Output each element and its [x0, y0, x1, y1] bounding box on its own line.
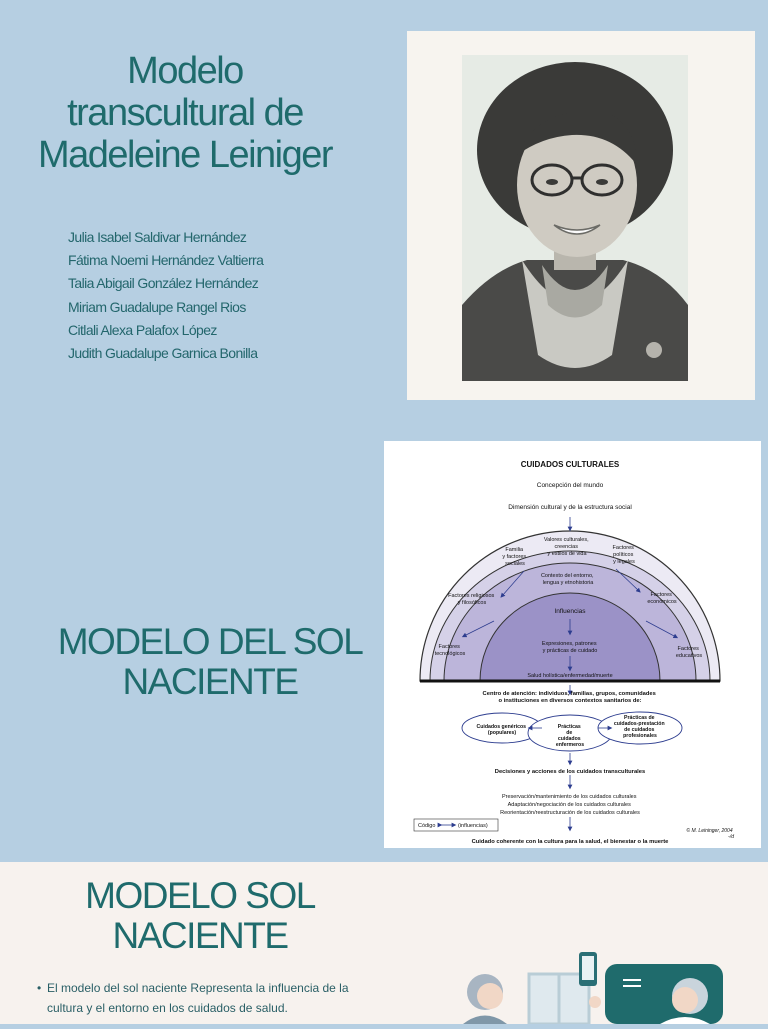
factor-label: Factores económicos: [647, 592, 677, 605]
page-title: [20, 50, 350, 176]
sunrise-model-diagram: [384, 441, 761, 848]
title-line: Madeleine Leiniger: [37, 134, 333, 176]
author-name: Talia Abigail González Hernández: [68, 275, 259, 292]
author-list: [68, 226, 263, 365]
legend-code: Código: [418, 823, 436, 829]
title-line: NACIENTE: [112, 915, 288, 956]
contexto-label: Contexto del entorno, lengua y etnohistoria: [540, 573, 594, 586]
section-title: [40, 876, 360, 956]
profesionales-label: Prácticas de cuidados-prestación de cuidados profesionales: [613, 715, 665, 739]
section-title: [40, 622, 380, 702]
centro-label: Centro de atención: individuos, familias, grupos, comunidades o instituciones en diversos contextos sanitarios de:: [482, 691, 656, 704]
portrait-photo: [462, 55, 688, 381]
title-line: transcultural de: [67, 92, 303, 134]
author-name: Julia Isabel Saldivar Hernández: [68, 229, 247, 245]
diagram-title: CUIDADOS CULTURALES: [520, 460, 620, 469]
bullet-dot-icon: •: [37, 981, 42, 995]
author-name: Citlali Alexa Palafox López: [68, 321, 217, 338]
footer-label: Cuidado coherente con la cultura para la salud, el bienestar o la muerte: [471, 839, 669, 845]
bullet-text: El modelo del sol naciente Representa la influencia de la cultura y el entorno en los cuidados de salud.: [47, 981, 349, 1015]
influencias-label: Influencias: [554, 608, 586, 615]
copyright: © M. Leininger, 2004 -/d: [686, 828, 734, 840]
practicas-label: Prácticas de cuidados enfermeros: [555, 724, 585, 748]
factor-label: Factores educativos: [675, 646, 703, 659]
title-line: Modelo: [127, 50, 243, 92]
author-name: Judith Guadalupe Garnica Bonilla: [68, 344, 258, 361]
arc-label: Dimensión cultural y de la estructura social: [508, 504, 632, 511]
arc-label: Concepción del mundo: [536, 482, 604, 489]
author-name: Fátima Noemi Hernández Valtierra: [68, 252, 264, 269]
portrait-frame: [407, 31, 755, 400]
factor-label: Factores religiosos y filosóficos: [448, 593, 495, 606]
healthcare-illustration: [455, 952, 755, 1024]
author-name: Miriam Guadalupe Rangel Rios: [68, 298, 246, 315]
decisiones-label: Decisiones y acciones de los cuidados transculturales: [494, 769, 646, 775]
bottom-panel: [0, 862, 768, 1024]
acciones-list: Preservación/mantenimiento de los cuidados culturales Adaptación/negociación de los cuidados culturales Reorientación/reestructuración de los cuidados culturales: [500, 794, 640, 816]
title-line: MODELO SOL: [85, 875, 315, 916]
legend-text: (influencias): [458, 823, 488, 829]
title-line: NACIENTE: [122, 661, 298, 702]
title-line: MODELO DEL SOL: [57, 621, 363, 662]
center-values-label: Valores culturales, creencias y estilos de vida: [543, 537, 589, 557]
salud-label: Salud holística/enfermedad/muerte: [527, 673, 613, 679]
expresiones-label: Expresiones, patrones y prácticas de cuidado: [541, 641, 598, 654]
genericos-label: Cuidados genéricos (populares): [476, 724, 527, 736]
factor-label: Factores políticos y legales: [612, 545, 635, 565]
bullet-item: [37, 978, 377, 1018]
factor-label: Familia y factores sociales: [502, 547, 527, 567]
factor-label: Factores tecnológicos: [434, 644, 466, 657]
